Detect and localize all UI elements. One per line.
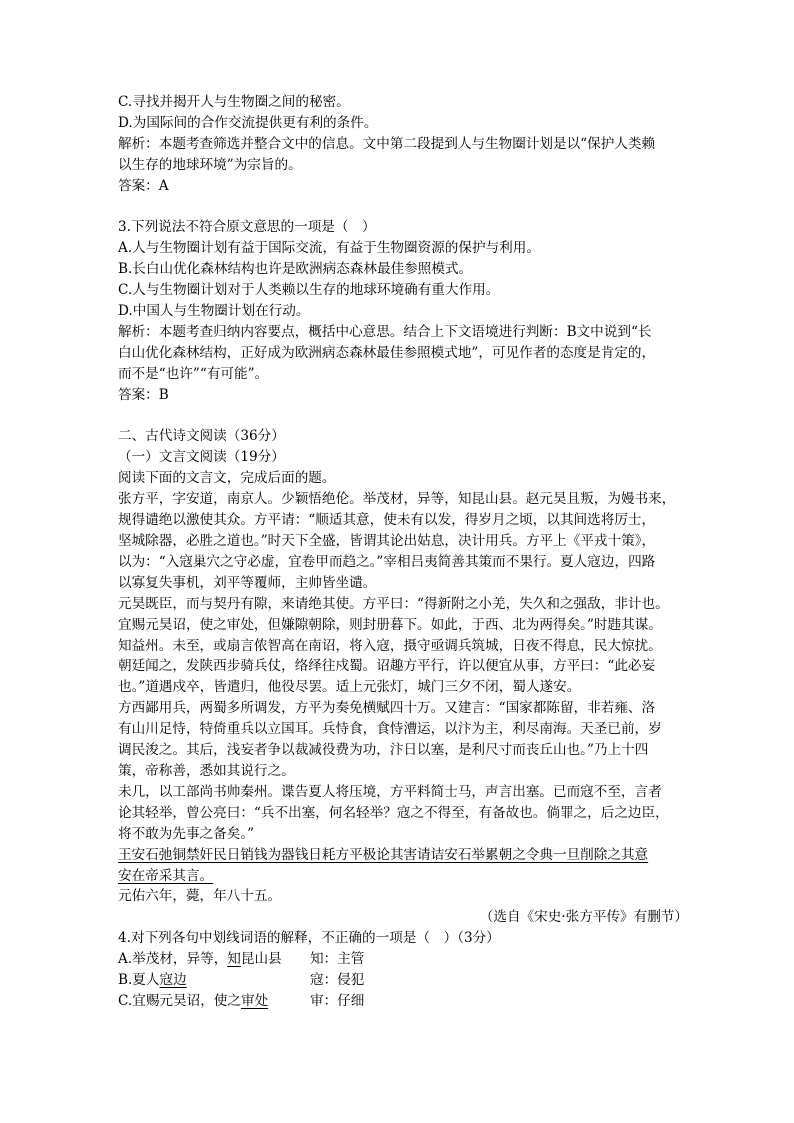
passage-line: 论其轻举，曾公亮曰：“兵不出塞，何名轻举？寇之不得至，有备故也。倘罪之，后之边臣， xyxy=(118,804,669,821)
q2-option-c: C.寻找并揭开人与生物圈之间的秘密。 xyxy=(118,94,350,110)
q3-stem: 3.下列说法不符合原文意思的一项是（ ） xyxy=(118,219,376,236)
passage-line: 调民浚之。其后，浅妄者争以裁减役费为功，汴日以塞，是利尺寸而丧丘山也。”乃上十四 xyxy=(118,742,649,759)
q4-option-b-gloss: 寇：侵犯 xyxy=(310,972,365,989)
q4-option-c-gloss: 审：仔细 xyxy=(310,992,365,1009)
q4-option-b-sentence xyxy=(118,970,310,991)
q3-option-c: C.人与生物圈计划对于人类赖以生存的地球环境确有重大作用。 xyxy=(118,282,500,299)
q3-analysis-line: 解析：本题考查归纳内容要点，概括中心意思。结合上下文语境进行判断：B文中说到“长 xyxy=(118,323,652,340)
passage-ending: 元佑六年，薨，年八十五。 xyxy=(118,888,282,905)
underlined-word: 知 xyxy=(227,951,241,968)
q2-answer: 答案：A xyxy=(118,177,169,194)
passage-line: 方西鄙用兵，两蜀多所调发，方平为奏免横赋四十万。又建言：“国家都陈留，非若雍、洛 xyxy=(118,700,656,717)
q4-option-c-sentence xyxy=(118,991,310,1012)
q3-analysis-line: 而不是“也许”“有可能”。 xyxy=(118,365,269,382)
passage-line: 也。”道遇戍卒，皆遣归，他役尽罢。适上元张灯，城门三夕不闭，蜀人遂安。 xyxy=(118,679,581,696)
passage-line: 张方平，字安道，南京人。少颖悟绝伦。举茂材，异等，知昆山县。赵元昊且叛，为嫚书来， xyxy=(118,491,676,508)
q3-answer: 答案：B xyxy=(118,386,169,403)
underlined-sentence: 王安石弛铜禁奸民日销钱为器钱日耗方平极论其害请诘安石举累朝之令典一旦削除之其意 xyxy=(118,846,649,863)
document-page xyxy=(118,92,688,1012)
passage-line: 元昊既臣，而与契丹有隙，来请绝其使。方平曰：“得新附之小羌，失久和之强敌，非计也。 xyxy=(118,595,669,612)
underlined-word: 寇边 xyxy=(159,972,187,989)
passage-line: 未几，以工部尚书帅秦州。谍告夏人将压境，方平料简士马，声言出塞。已而寇不至，言者 xyxy=(118,783,662,800)
q2-analysis-line: 以生存的地球环境”为宗旨的。 xyxy=(118,156,302,173)
passage-line: 规得谴绝以激使其众。方平请：“顺适其意，使未有以发，得岁月之顷，以其间选将厉士， xyxy=(118,512,656,529)
spacer xyxy=(118,406,688,427)
passage-line: 以寡复失事机，刘平等覆师，主帅皆坐谴。 xyxy=(118,574,377,591)
passage-line: 将不敢为先事之备矣。” xyxy=(118,825,255,842)
section-subtitle: （一）文言文阅读（19分） xyxy=(118,449,285,466)
section-title: 二、古代诗文阅读（36分） xyxy=(118,428,285,445)
passage-line: 朝廷闻之，发陕西步骑兵仗，络绎往戍蜀。诏趣方平行，许以便宜从事，方平曰：“此必妄 xyxy=(118,658,656,675)
q4-option-a-sentence xyxy=(118,949,310,970)
passage-line: 知益州。未至，或扇言侬智高在南诏，将入寇，摄守亟调兵筑城，日夜不得息，民大惊扰。 xyxy=(118,637,662,654)
option-text: 昆山县 xyxy=(240,951,282,968)
underlined-word: 审处 xyxy=(241,992,269,1009)
passage-line: 宜赐元昊诏，使之审处，但嫌隙朝除，则封册暮下。如此，于西、北为两得矣。”时韪其谋。 xyxy=(118,616,662,633)
q3-option-b: B.长白山优化森林结构也许是欧洲病态森林最佳参照模式。 xyxy=(118,261,473,278)
q4-option-a xyxy=(118,949,688,970)
q4-option-b xyxy=(118,970,688,991)
passage-line: 有山川足恃，特倚重兵以立国耳。兵恃食，食恃漕运，以汴为主，利尽南海。天圣已前，岁 xyxy=(118,721,662,738)
q3-option-d: D.中国人与生物圈计划在行动。 xyxy=(118,303,310,320)
passage-line: 以为：“入寇巢穴之守必虚，宜卷甲而趋之。”宰相吕夷简善其策而不果行。夏人寇边，四路 xyxy=(118,553,656,570)
q4-stem: 4.对下列各句中划线词语的解释，不正确的一项是（ ）（3分） xyxy=(118,930,500,947)
q2-analysis-line: 解析：本题考查筛选并整合文中的信息。文中第二段提到人与生物圈计划是以“保护人类赖 xyxy=(118,135,656,152)
spacer xyxy=(118,197,688,218)
q3-analysis-line: 白山优化森林结构，正好成为欧洲病态森林最佳参照模式地”，可见作者的态度是肯定的， xyxy=(118,344,656,361)
option-text: C.宜赐元昊诏，使之 xyxy=(118,992,241,1009)
option-text: B.夏人 xyxy=(118,972,160,989)
q4-option-c xyxy=(118,991,688,1012)
underlined-sentence: 安在帝采其言。 xyxy=(118,867,214,884)
passage-source: （选自《宋史·张方平传》有删节） xyxy=(479,909,688,926)
passage-line: 策，帝称善，悉如其说行之。 xyxy=(118,762,295,779)
q2-option-d: D.为国际间的合作交流提供更有利的条件。 xyxy=(118,114,378,131)
passage-line: 坚城除器，必胜之道也。”时天下全盛，皆谓其论出姑息，决计用兵。方平上《平戎十策》， xyxy=(118,533,656,549)
q3-option-a: A.人与生物圈计划有益于国际交流，有益于生物圈资源的保护与利用。 xyxy=(118,240,540,257)
option-text: A.举茂材，异等， xyxy=(118,951,228,968)
section-instruction: 阅读下面的文言文，完成后面的题。 xyxy=(118,470,336,487)
q4-option-a-gloss: 知：主管 xyxy=(310,951,365,968)
